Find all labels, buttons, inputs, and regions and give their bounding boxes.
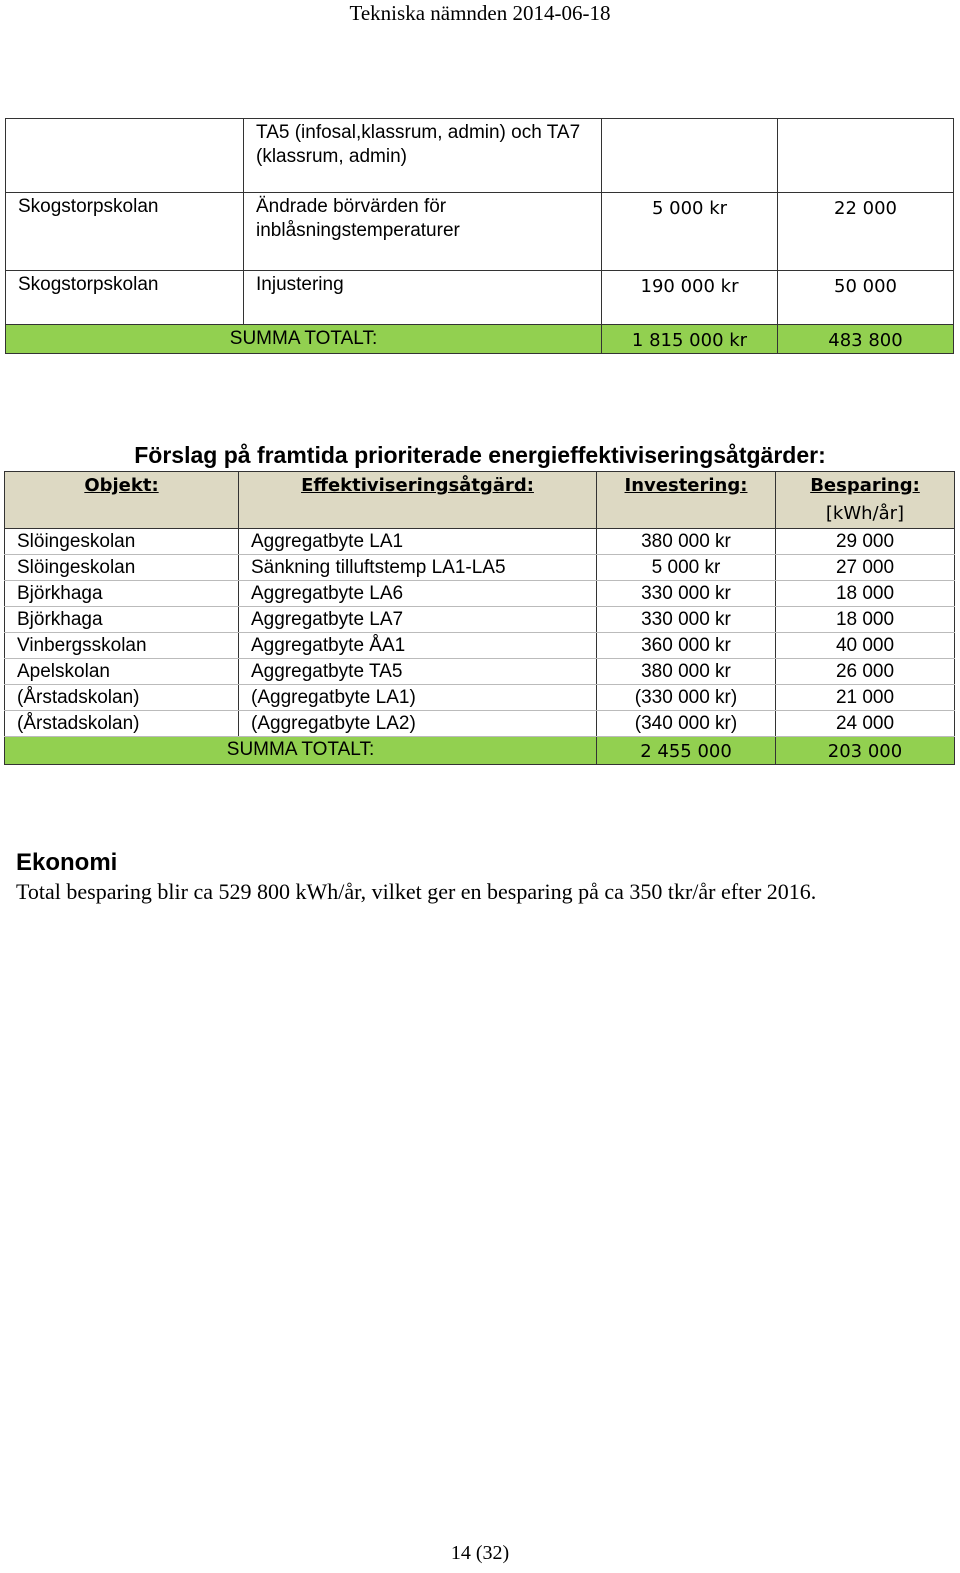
cell-objekt: Skogstorpskolan [6, 271, 244, 325]
cell-besparing: 22 000 [778, 193, 954, 271]
future-measures-table [4, 471, 955, 765]
table-row [5, 685, 955, 711]
cell-investering: 190 000 kr [602, 271, 778, 325]
sum-investering: 1 815 000 kr [602, 325, 778, 354]
cell-objekt: (Årstadskolan) [5, 685, 239, 711]
table-row [5, 581, 955, 607]
sum-besparing: 203 000 [776, 737, 955, 765]
cell-investering: (340 000 kr) [597, 711, 776, 737]
table-row [5, 633, 955, 659]
cell-objekt: Björkhaga [5, 581, 239, 607]
table-row [5, 529, 955, 555]
cell-investering [602, 119, 778, 193]
column-header-objekt: Objekt: [5, 472, 239, 529]
ekonomi-text: Total besparing blir ca 529 800 kWh/år, vilket ger en besparing på ca 350 tkr/år efter 2016. [16, 879, 817, 904]
sum-investering: 2 455 000 [597, 737, 776, 765]
cell-objekt [6, 119, 244, 193]
table-row [6, 119, 954, 193]
page-header: Tekniska nämnden 2014-06-18 [349, 1, 611, 25]
cell-atgard: Injustering [244, 271, 602, 325]
unit-label: [kWh/år] [825, 503, 905, 524]
sum-row [6, 325, 954, 354]
cell-investering: (330 000 kr) [597, 685, 776, 711]
cell-objekt: Skogstorpskolan [6, 193, 244, 271]
cell-atgard: Aggregatbyte ÅA1 [239, 633, 597, 659]
table-row [6, 193, 954, 271]
cell-besparing [778, 119, 954, 193]
cell-investering: 330 000 kr [597, 581, 776, 607]
table-header-row [5, 472, 955, 529]
cell-atgard: Aggregatbyte LA6 [239, 581, 597, 607]
sum-label: SUMMA TOTALT: [5, 737, 597, 765]
cell-atgard: Sänkning tilluftstemp LA1-LA5 [239, 555, 597, 581]
column-header-investering: Investering: [597, 472, 776, 529]
cell-besparing: 21 000 [776, 685, 955, 711]
section-heading: Förslag på framtida prioriterade energieffektiviseringsåtgärder: [134, 442, 826, 468]
cell-investering: 380 000 kr [597, 529, 776, 555]
cell-objekt: (Årstadskolan) [5, 711, 239, 737]
cell-besparing: 50 000 [778, 271, 954, 325]
column-header-besparing: Besparing: [kWh/år] [776, 472, 955, 529]
sum-row [5, 737, 955, 765]
cell-besparing: 29 000 [776, 529, 955, 555]
cell-besparing: 40 000 [776, 633, 955, 659]
cell-besparing: 18 000 [776, 581, 955, 607]
cell-objekt: Slöingeskolan [5, 555, 239, 581]
page-number: 14 (32) [450, 1542, 510, 1564]
cell-objekt: Apelskolan [5, 659, 239, 685]
table-row [5, 555, 955, 581]
cell-investering: 380 000 kr [597, 659, 776, 685]
cell-atgard: Aggregatbyte LA7 [239, 607, 597, 633]
table-row [5, 711, 955, 737]
table-row [6, 271, 954, 325]
cell-investering: 5 000 kr [597, 555, 776, 581]
cell-atgard: Aggregatbyte TA5 [239, 659, 597, 685]
cell-investering: 5 000 kr [602, 193, 778, 271]
table-row [5, 607, 955, 633]
sum-besparing: 483 800 [778, 325, 954, 354]
cell-atgard: TA5 (infosal,klassrum, admin) och TA7 (klassrum, admin) [244, 119, 602, 193]
cell-atgard: (Aggregatbyte LA2) [239, 711, 597, 737]
cell-investering: 330 000 kr [597, 607, 776, 633]
cell-objekt: Slöingeskolan [5, 529, 239, 555]
sum-label: SUMMA TOTALT: [6, 325, 602, 354]
cell-atgard: (Aggregatbyte LA1) [239, 685, 597, 711]
cell-besparing: 26 000 [776, 659, 955, 685]
ekonomi-heading: Ekonomi [16, 849, 118, 876]
cell-besparing: 24 000 [776, 711, 955, 737]
cell-atgard: Aggregatbyte LA1 [239, 529, 597, 555]
cell-investering: 360 000 kr [597, 633, 776, 659]
cell-atgard: Ändrade börvärden för inblåsningstemperaturer [244, 193, 602, 271]
cell-objekt: Vinbergsskolan [5, 633, 239, 659]
cell-besparing: 18 000 [776, 607, 955, 633]
table-row [5, 659, 955, 685]
cell-besparing: 27 000 [776, 555, 955, 581]
measures-table-continued [5, 118, 954, 354]
column-header-atgard: Effektiviseringsåtgärd: [239, 472, 597, 529]
cell-objekt: Björkhaga [5, 607, 239, 633]
